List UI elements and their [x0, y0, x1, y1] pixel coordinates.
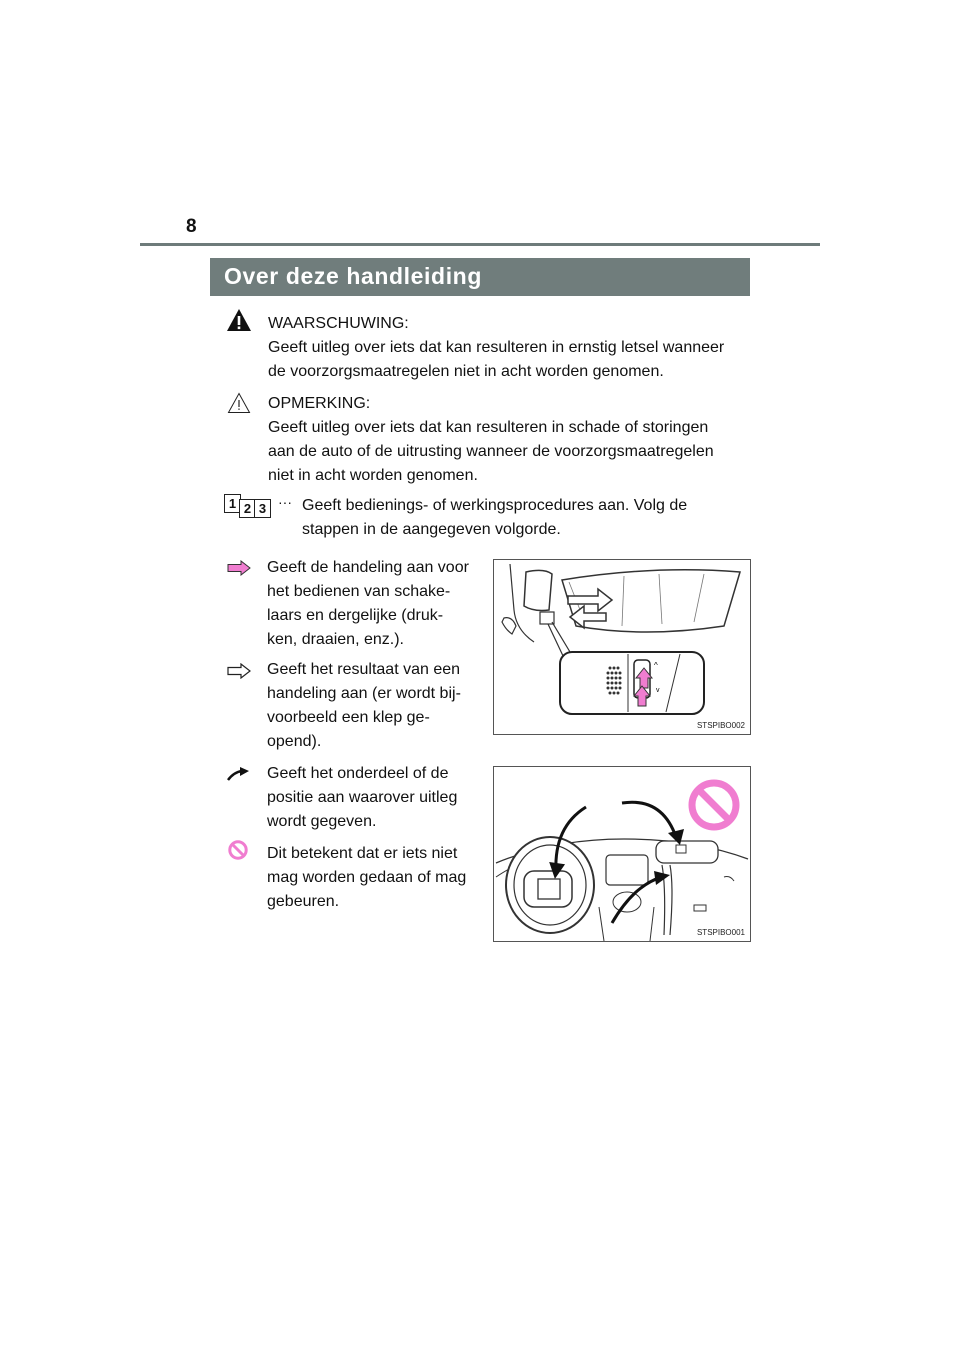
notice-line-2: aan de auto of de uitrusting wanneer de voorzorgsmaatregelen	[268, 443, 714, 460]
result-line-3: voorbeeld een klep ge-	[267, 709, 430, 726]
notice-block	[268, 392, 746, 488]
action-line-4: ken, draaien, enz.).	[267, 631, 404, 648]
notice-label: OPMERKING:	[268, 395, 371, 412]
result-line-4: opend).	[267, 733, 322, 750]
notice-triangle-outline-icon	[227, 392, 251, 414]
pointer-block	[267, 762, 479, 834]
action-line-3: laars en dergelijke (druk-	[267, 607, 444, 624]
action-line-1: Geeft de handeling aan voor	[267, 559, 469, 576]
warning-line-2: de voorzorgsmaatregelen niet in acht worden genomen.	[268, 363, 664, 380]
svg-text:v: v	[656, 687, 660, 694]
prohibited-line-2: mag worden gedaan of mag	[267, 869, 467, 886]
prohibited-icon	[228, 840, 248, 860]
section-header	[210, 258, 750, 296]
result-block	[267, 658, 479, 754]
figure-code: STSPIBO002	[696, 721, 745, 730]
notice-line-1: Geeft uitleg over iets dat kan resulteren in schade of storingen	[268, 419, 709, 436]
steps-dots: ···	[278, 494, 292, 510]
pointer-line-3: wordt gegeven.	[267, 813, 377, 830]
warning-block	[268, 312, 748, 384]
dashboard-drawing	[494, 767, 750, 941]
filled-arrow-icon	[227, 560, 251, 576]
notice-line-3: niet in acht worden genomen.	[268, 467, 478, 484]
section-title: Over deze handleiding	[224, 263, 482, 289]
steps-block	[302, 494, 746, 542]
result-line-2: handeling aan (er wordt bij-	[267, 685, 461, 702]
result-line-1: Geeft het resultaat van een	[267, 661, 461, 678]
pointer-line-2: positie aan waarover uitleg	[267, 789, 458, 806]
step-number-3: 3	[254, 499, 271, 518]
warning-triangle-filled-icon	[226, 308, 252, 332]
page-number: 8	[186, 216, 197, 237]
prohibited-block	[267, 842, 479, 914]
numbered-steps-icon	[224, 494, 296, 518]
warning-line-1: Geeft uitleg over iets dat kan resulteren in ernstig letsel wanneer	[268, 339, 725, 356]
steps-line-2: stappen in de aangegeven volgorde.	[302, 521, 561, 538]
curved-pointer-arrow-icon	[226, 766, 250, 782]
svg-text:^: ^	[654, 661, 658, 670]
pointer-line-1: Geeft het onderdeel of de	[267, 765, 449, 782]
switch-illustration	[493, 559, 751, 735]
action-line-2: het bedienen van schake-	[267, 583, 451, 600]
prohibited-line-3: gebeuren.	[267, 893, 340, 910]
dashboard-illustration	[493, 766, 751, 942]
prohibited-line-1: Dit betekent dat er iets niet	[267, 845, 458, 862]
outline-arrow-icon	[227, 663, 251, 679]
step-number-1: 1	[224, 494, 241, 513]
switch-drawing	[494, 560, 750, 734]
warning-label: WAARSCHUWING:	[268, 315, 409, 332]
action-block	[267, 556, 479, 652]
steps-line-1: Geeft bedienings- of werkingsprocedures aan. Volg de	[302, 497, 688, 514]
step-number-2: 2	[239, 499, 256, 518]
figure-code: STSPIBO001	[696, 928, 745, 937]
top-rule	[140, 243, 820, 246]
